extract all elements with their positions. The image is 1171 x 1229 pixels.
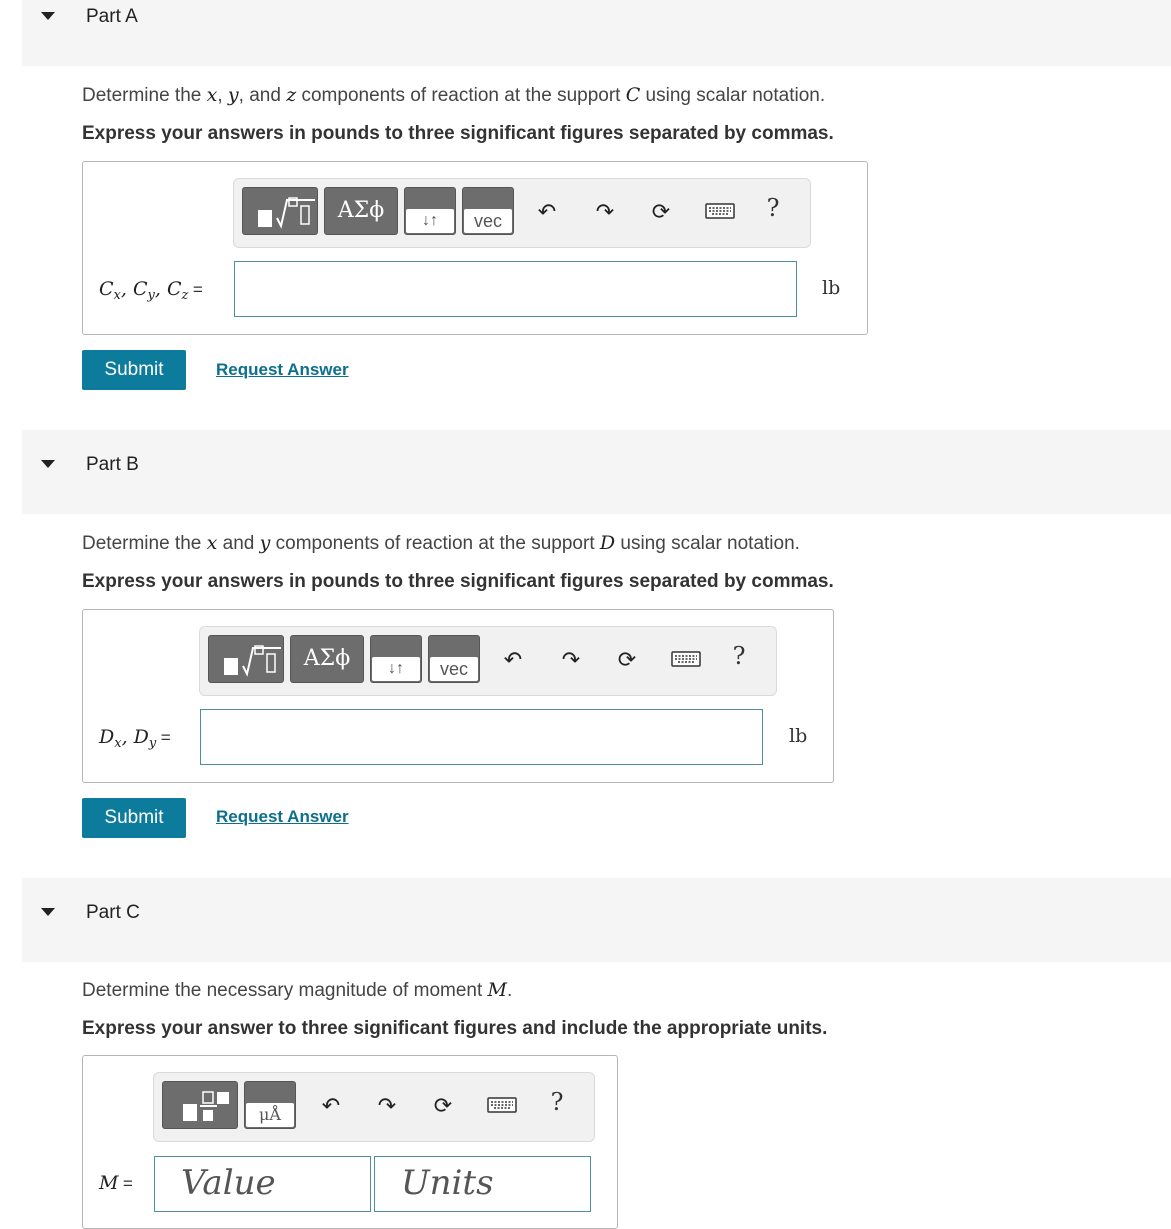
- question-text: and: [217, 533, 260, 554]
- question-text: ,: [217, 85, 228, 106]
- question-text: components of reaction at the support: [296, 85, 626, 106]
- arrows-label: ↓↑: [406, 209, 454, 233]
- part-b-answer-box: [82, 609, 834, 783]
- equals-sign: =: [122, 1174, 133, 1193]
- part-c-title: Part C: [86, 902, 140, 923]
- request-answer-link[interactable]: Request Answer: [216, 360, 349, 379]
- undo-icon[interactable]: ↶: [503, 647, 523, 672]
- greek-symbols-button[interactable]: ΑΣϕ: [324, 187, 398, 235]
- math-var: M: [487, 979, 507, 1001]
- request-answer-link[interactable]: Request Answer: [216, 807, 349, 826]
- question-text: Determine the necessary magnitude of moment: [82, 980, 488, 1001]
- vec-label: vec: [464, 209, 512, 233]
- part-b-instruction: Express your answers in pounds to three significant figures separated by commas.: [82, 571, 834, 592]
- part-a-header[interactable]: [22, 0, 1171, 66]
- keyboard-icon[interactable]: [668, 645, 704, 675]
- part-a-instruction: Express your answers in pounds to three significant figures separated by commas.: [82, 123, 834, 144]
- question-text: components of reaction at the support: [270, 533, 600, 554]
- math-var: z: [286, 84, 297, 106]
- redo-icon[interactable]: ↷: [377, 1093, 397, 1118]
- equals-sign: =: [160, 728, 171, 747]
- reset-icon[interactable]: ⟳: [617, 647, 637, 672]
- redo-icon[interactable]: ↷: [595, 199, 615, 224]
- part-a-question: [82, 84, 825, 107]
- help-icon[interactable]: ?: [766, 194, 780, 222]
- label-var: D: [133, 726, 149, 748]
- unit-label: lb: [822, 277, 841, 299]
- part-b-question: [82, 532, 800, 555]
- answer-label: $C_x$, $C_y$, $C_z$ =: [99, 278, 203, 304]
- math-var: y: [259, 532, 271, 554]
- math-var: x: [206, 532, 218, 554]
- units-input[interactable]: [374, 1156, 591, 1212]
- question-text: using scalar notation.: [640, 85, 826, 106]
- vec-label: vec: [430, 657, 478, 681]
- math-var: C: [625, 84, 641, 106]
- help-icon[interactable]: ?: [732, 642, 746, 670]
- reset-icon[interactable]: ⟳: [651, 199, 671, 224]
- answer-label: $D_x$, $D_y$ =: [99, 726, 171, 752]
- vector-button[interactable]: [428, 635, 480, 683]
- part-a-answer-box: [82, 161, 868, 335]
- part-b-title: Part B: [86, 454, 139, 475]
- question-text: using scalar notation.: [615, 533, 800, 554]
- keyboard-icon[interactable]: [484, 1091, 520, 1121]
- submit-button[interactable]: Submit: [82, 798, 186, 838]
- label-sub: x: [114, 736, 122, 752]
- answer-label: [99, 1172, 133, 1194]
- math-toolbar: [199, 626, 777, 696]
- label-sub: x: [113, 288, 121, 304]
- math-var: y: [227, 84, 239, 106]
- label-var: M: [99, 1172, 119, 1194]
- units-placeholder: Units: [401, 1163, 494, 1203]
- part-a-title: Part A: [86, 6, 138, 27]
- undo-icon[interactable]: ↶: [537, 199, 557, 224]
- part-c-instruction: Express your answer to three significant figures and include the appropriate units.: [82, 1018, 828, 1039]
- units-symbol-label: μÅ: [246, 1103, 294, 1127]
- part-c-question: [82, 979, 512, 1002]
- undo-icon[interactable]: ↶: [321, 1093, 341, 1118]
- math-var: x: [206, 84, 218, 106]
- arrows-label: ↓↑: [372, 657, 420, 681]
- greek-symbols-button[interactable]: ΑΣϕ: [290, 635, 364, 683]
- label-sub: y: [148, 736, 157, 752]
- templates-button[interactable]: [242, 187, 318, 235]
- question-text: Determine the: [82, 85, 207, 106]
- answer-input[interactable]: [200, 709, 763, 765]
- label-var: C: [132, 278, 148, 300]
- templates-button[interactable]: [208, 635, 284, 683]
- part-c-header[interactable]: [22, 878, 1171, 962]
- question-text: Determine the: [82, 533, 207, 554]
- math-toolbar: [233, 178, 811, 248]
- redo-icon[interactable]: ↷: [561, 647, 581, 672]
- collapse-caret-icon[interactable]: [41, 908, 55, 916]
- templates-icon: [163, 1082, 238, 1129]
- collapse-caret-icon[interactable]: [41, 460, 55, 468]
- label-var: C: [166, 278, 182, 300]
- reset-icon[interactable]: ⟳: [433, 1093, 453, 1118]
- part-b-header[interactable]: [22, 430, 1171, 514]
- arrow-symbols-button[interactable]: [370, 635, 422, 683]
- math-toolbar: [153, 1072, 595, 1142]
- label-sub: z: [181, 288, 189, 304]
- submit-button[interactable]: Submit: [82, 350, 186, 390]
- value-input[interactable]: [154, 1156, 371, 1212]
- vector-button[interactable]: [462, 187, 514, 235]
- label-sub: y: [147, 288, 155, 304]
- keyboard-icon[interactable]: [702, 197, 738, 227]
- help-icon[interactable]: ?: [550, 1088, 564, 1116]
- label-var: D: [99, 726, 115, 748]
- question-text: , and: [238, 85, 287, 106]
- equals-sign: =: [192, 280, 203, 299]
- question-text: .: [507, 980, 513, 1001]
- unit-label: lb: [789, 725, 808, 747]
- units-button[interactable]: [244, 1081, 296, 1129]
- answer-input[interactable]: [234, 261, 797, 317]
- fraction-sqrt-icon: [243, 188, 318, 235]
- templates-button[interactable]: [162, 1081, 238, 1129]
- arrow-symbols-button[interactable]: [404, 187, 456, 235]
- collapse-caret-icon[interactable]: [41, 12, 55, 20]
- part-c-answer-box: [82, 1055, 618, 1229]
- label-var: C: [99, 278, 114, 300]
- value-placeholder: Value: [181, 1163, 276, 1203]
- math-var: D: [599, 532, 616, 554]
- fraction-sqrt-icon: [209, 636, 284, 683]
